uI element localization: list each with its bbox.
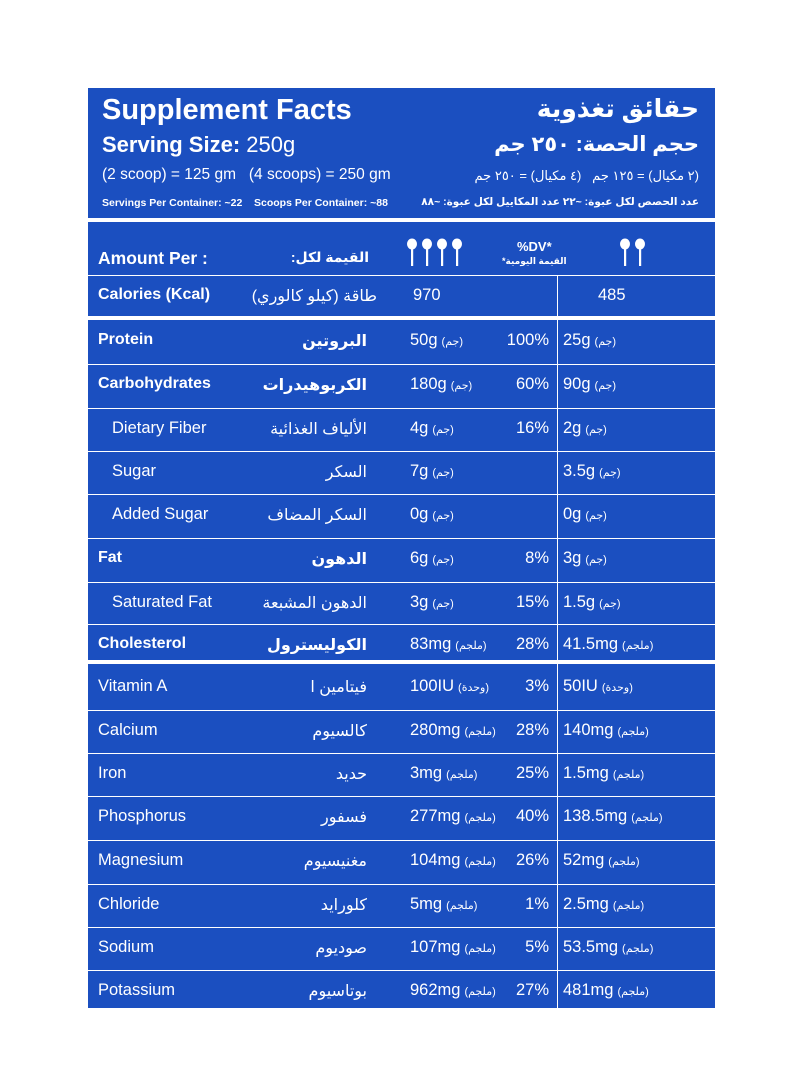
value-two-scoops [563, 895, 644, 914]
nutrient-name [112, 505, 208, 524]
daily-value-percent: 3% [525, 677, 549, 695]
value-two-scoops-unit: (ملجم) [612, 769, 645, 781]
title: Supplement Facts [102, 94, 352, 126]
value-four-scoops [410, 505, 454, 524]
value-four-scoops-amount: 7g [410, 462, 429, 480]
divider [88, 451, 715, 452]
value-two-scoops-amount: 25g [563, 331, 591, 349]
scoop-line: (2 scoop) = 125 gm (4 scoops) = 250 gm [102, 166, 391, 183]
nutrient-name [98, 375, 211, 393]
nutrient-name-text: Fat [98, 549, 122, 566]
nutrient-name [98, 851, 183, 870]
value-two-scoops-amount: 3g [563, 549, 582, 567]
value-two-scoops-unit: (ملجم) [622, 640, 654, 652]
nutrient-name [98, 938, 154, 957]
value-two-scoops [563, 505, 607, 524]
nutrient-row [88, 666, 715, 709]
value-four-scoops-unit: (جم) [432, 554, 454, 566]
serving-size-value: 250g [246, 132, 296, 157]
nutrient-row [88, 796, 715, 839]
nutrient-row [88, 451, 715, 494]
daily-value-percent: 28% [515, 721, 549, 739]
title-arabic: حقائق تغذوية [536, 95, 699, 123]
daily-value-percent: 100% [506, 331, 549, 349]
divider [88, 970, 715, 971]
nutrient-row [88, 927, 715, 970]
value-four-scoops-amount: 100IU [410, 677, 455, 695]
nutrient-name-arabic: السكر المضاف [267, 507, 367, 524]
nutrient-row [88, 408, 715, 451]
value-two-scoops-amount: 3.5g [563, 462, 596, 480]
nutrient-name-arabic: الدهون [311, 551, 367, 568]
value-two-scoops [563, 419, 607, 438]
nutrient-name-text: Phosphorus [98, 807, 187, 825]
value-two-scoops-amount: 138.5mg [563, 807, 628, 825]
divider [88, 753, 715, 754]
supplement-facts-panel [88, 88, 715, 1008]
value-four-scoops-amount: 280mg [410, 721, 461, 739]
value-four-scoops [410, 419, 454, 438]
value-two-scoops [563, 981, 649, 1000]
value-two-scoops-amount: 52mg [563, 851, 605, 869]
daily-value-header [502, 240, 567, 268]
value-four-scoops-unit: (وحدة) [458, 682, 490, 694]
nutrient-name-arabic: الكربوهيدرات [262, 377, 367, 394]
value-four-scoops-amount: 107mg [410, 938, 461, 956]
nutrient-name-arabic: كلورايد [320, 897, 367, 914]
nutrient-name [112, 419, 206, 438]
value-two-scoops-unit: (ملجم) [622, 943, 654, 955]
nutrient-row [88, 753, 715, 796]
value-four-scoops-amount: 5mg [410, 895, 443, 913]
nutrient-name-text: Carbohydrates [98, 375, 211, 392]
value-two-scoops-amount: 1.5g [563, 593, 596, 611]
daily-value-percent: 27% [515, 981, 549, 999]
daily-value-percent: 40% [515, 807, 549, 825]
daily-value-percent: 8% [525, 549, 549, 567]
nutrient-name-text: Magnesium [98, 851, 184, 869]
nutrient-row [88, 970, 715, 1013]
nutrient-name-text: Protein [98, 331, 154, 348]
nutrient-name [98, 981, 175, 1000]
value-four-scoops-unit: (ملجم) [464, 812, 496, 824]
nutrient-name-text: Vitamin A [98, 677, 168, 695]
nutrient-name [98, 895, 159, 914]
value-four-scoops-amount: 104mg [410, 851, 461, 869]
nutrient-row [88, 494, 715, 537]
nutrient-name-text: Iron [98, 764, 127, 782]
value-four-scoops [410, 981, 496, 1000]
value-four-scoops-amount: 3mg [410, 764, 443, 782]
value-four-scoops [410, 807, 496, 826]
value-two-scoops [563, 807, 663, 826]
nutrient-name [98, 807, 186, 826]
calories-two-scoops: 485 [598, 286, 626, 304]
daily-value-percent: 25% [515, 764, 549, 782]
nutrient-name [112, 593, 212, 612]
value-two-scoops [563, 635, 653, 654]
amount-per-label-arabic: القيمة لكل: [290, 249, 369, 265]
value-four-scoops-unit: (ملجم) [464, 986, 496, 998]
value-four-scoops [410, 677, 489, 696]
nutrient-row [88, 710, 715, 753]
amount-per-label: Amount Per : [98, 248, 208, 268]
nutrient-name-arabic: مغنيسيوم [303, 853, 367, 870]
value-four-scoops-amount: 277mg [410, 807, 461, 825]
value-two-scoops-unit: (ملجم) [612, 900, 645, 912]
value-four-scoops-unit: (جم) [441, 336, 463, 348]
nutrient-name-arabic: فيتامين ا [310, 679, 367, 696]
nutrient-name-text: Potassium [98, 981, 176, 999]
value-four-scoops [410, 635, 487, 654]
divider [88, 884, 715, 885]
nutrient-name [98, 721, 158, 740]
divider [88, 840, 715, 841]
value-two-scoops [563, 375, 616, 394]
nutrient-name-text: Calcium [98, 721, 158, 739]
nutrient-name [98, 764, 126, 783]
value-two-scoops-unit: (ملجم) [631, 812, 663, 824]
nutrient-name-arabic: البروتين [302, 333, 367, 350]
value-two-scoops [563, 462, 621, 481]
value-four-scoops-amount: 6g [410, 549, 429, 567]
nutrient-name-arabic: فسفور [320, 809, 367, 826]
nutrient-name-text: Cholesterol [98, 635, 187, 652]
value-four-scoops-amount: 50g [410, 331, 438, 349]
daily-value-percent: 26% [515, 851, 549, 869]
value-two-scoops [563, 331, 616, 350]
value-two-scoops-unit: (جم) [599, 467, 621, 479]
value-two-scoops-unit: (ملجم) [608, 856, 640, 868]
column-divider [557, 275, 558, 318]
value-four-scoops [410, 721, 496, 740]
value-two-scoops-unit: (جم) [585, 554, 607, 566]
value-two-scoops [563, 721, 649, 740]
daily-value-percent: 28% [515, 635, 549, 653]
nutrient-name-text: Saturated Fat [112, 593, 212, 611]
value-two-scoops-amount: 50IU [563, 677, 598, 695]
calories-four-scoops: 970 [413, 286, 441, 304]
calories-row [88, 275, 715, 318]
value-four-scoops [410, 851, 496, 870]
value-two-scoops-amount: 90g [563, 375, 591, 393]
value-four-scoops [410, 895, 477, 914]
divider [88, 796, 715, 797]
nutrient-name-arabic: الألياف الغذائية [270, 421, 367, 438]
nutrient-name-text: Sodium [98, 938, 154, 956]
value-two-scoops [563, 938, 653, 957]
value-two-scoops-unit: (جم) [594, 336, 616, 348]
value-four-scoops-unit: (ملجم) [464, 943, 496, 955]
value-four-scoops [410, 938, 496, 957]
serving-size [102, 132, 295, 158]
two-scoops-icon [618, 238, 650, 270]
divider [88, 582, 715, 583]
value-two-scoops [563, 593, 621, 612]
value-four-scoops-amount: 180g [410, 375, 447, 393]
nutrient-row [88, 538, 715, 581]
nutrient-name-arabic: حديد [335, 766, 367, 783]
value-four-scoops [410, 331, 463, 350]
divider [88, 408, 715, 409]
value-two-scoops-unit: (ملجم) [617, 986, 649, 998]
nutrient-row [88, 582, 715, 625]
daily-value-percent: 1% [525, 895, 549, 913]
nutrient-name-arabic: الدهون المشبعة [262, 595, 367, 612]
divider [88, 494, 715, 495]
value-two-scoops-unit: (جم) [585, 424, 607, 436]
value-four-scoops [410, 764, 477, 783]
nutrient-name-arabic: الكوليسترول [267, 637, 367, 654]
serving-size-arabic: حجم الحصة: ٢٥٠ جم [494, 133, 699, 156]
scoop-line-arabic: (٢ مكيال) = ١٢٥ جم (٤ مكيال) = ٢٥٠ جم [474, 168, 699, 183]
servings-per-container-arabic: عدد الحصص لكل عبوة: ~٢٢ عدد المكاييل لكل عبوة: ~٨٨ [421, 196, 699, 208]
nutrient-name-arabic: السكر [325, 464, 367, 481]
value-two-scoops-amount: 41.5mg [563, 635, 619, 653]
value-two-scoops-amount: 140mg [563, 721, 614, 739]
nutrient-name [98, 331, 153, 349]
calories-label-arabic: طاقة (كيلو كالوري) [251, 288, 377, 305]
divider [88, 364, 715, 365]
daily-value-percent: 5% [525, 938, 549, 956]
nutrient-row [88, 884, 715, 927]
value-four-scoops-amount: 0g [410, 505, 429, 523]
value-two-scoops-amount: 2.5mg [563, 895, 609, 913]
value-two-scoops-unit: (ملجم) [617, 726, 649, 738]
value-four-scoops-unit: (ملجم) [446, 900, 478, 912]
dv-label-arabic: القيمة اليومية* [502, 256, 567, 266]
value-two-scoops-unit: (وحدة) [601, 682, 633, 694]
divider [88, 710, 715, 711]
nutrient-name [98, 549, 122, 567]
nutrient-row [88, 364, 715, 407]
nutrient-name-text: Sugar [112, 462, 157, 480]
value-four-scoops-unit: (ملجم) [464, 726, 496, 738]
value-four-scoops [410, 375, 472, 394]
divider-thick [88, 660, 715, 664]
servings-per-container: Servings Per Container: ~22 Scoops Per Container: ~88 [102, 197, 388, 209]
divider [88, 927, 715, 928]
nutrient-name-text: Added Sugar [112, 505, 209, 523]
nutrient-name-arabic: صوديوم [315, 940, 367, 957]
serving-size-label: Serving Size: [102, 132, 241, 157]
value-four-scoops-unit: (جم) [432, 598, 454, 610]
value-four-scoops-unit: (جم) [432, 510, 454, 522]
daily-value-percent: 15% [515, 593, 549, 611]
calories-label: Calories (Kcal) [98, 286, 211, 303]
value-two-scoops-unit: (جم) [585, 510, 607, 522]
value-two-scoops-amount: 53.5mg [563, 938, 619, 956]
divider [88, 538, 715, 539]
value-two-scoops [563, 549, 607, 568]
nutrient-name-arabic: بوتاسيوم [308, 983, 367, 1000]
nutrient-name [98, 677, 167, 696]
value-four-scoops-amount: 83mg [410, 635, 452, 653]
nutrient-row [88, 840, 715, 883]
value-four-scoops [410, 462, 454, 481]
nutrient-name-arabic: كالسيوم [312, 723, 367, 740]
value-two-scoops [563, 764, 644, 783]
column-divider [557, 320, 558, 1008]
value-four-scoops-unit: (جم) [450, 380, 473, 392]
value-two-scoops-amount: 2g [563, 419, 582, 437]
daily-value-percent: 60% [515, 375, 549, 393]
value-two-scoops-amount: 1.5mg [563, 764, 609, 782]
nutrient-name-text: Chloride [98, 895, 160, 913]
nutrient-row [88, 320, 715, 363]
value-four-scoops [410, 593, 454, 612]
value-four-scoops-unit: (ملجم) [455, 640, 487, 652]
value-two-scoops-unit: (جم) [599, 598, 621, 610]
value-two-scoops-amount: 0g [563, 505, 582, 523]
daily-value-percent: 16% [515, 419, 549, 437]
value-four-scoops-unit: (جم) [432, 424, 454, 436]
value-two-scoops [563, 851, 640, 870]
four-scoops-icon [406, 238, 468, 270]
value-four-scoops-unit: (ملجم) [446, 769, 478, 781]
value-four-scoops-amount: 3g [410, 593, 429, 611]
nutrient-name [112, 462, 156, 481]
value-four-scoops-amount: 4g [410, 419, 429, 437]
dv-label: %DV* [516, 239, 552, 254]
value-two-scoops [563, 677, 633, 696]
divider [88, 624, 715, 625]
value-four-scoops [410, 549, 454, 568]
nutrient-name-text: Dietary Fiber [112, 419, 207, 437]
nutrient-name [98, 635, 186, 653]
value-four-scoops-amount: 962mg [410, 981, 461, 999]
value-two-scoops-amount: 481mg [563, 981, 614, 999]
value-four-scoops-unit: (ملجم) [464, 856, 496, 868]
value-four-scoops-unit: (جم) [432, 467, 454, 479]
value-two-scoops-unit: (جم) [594, 380, 616, 392]
divider-thick [88, 218, 715, 222]
